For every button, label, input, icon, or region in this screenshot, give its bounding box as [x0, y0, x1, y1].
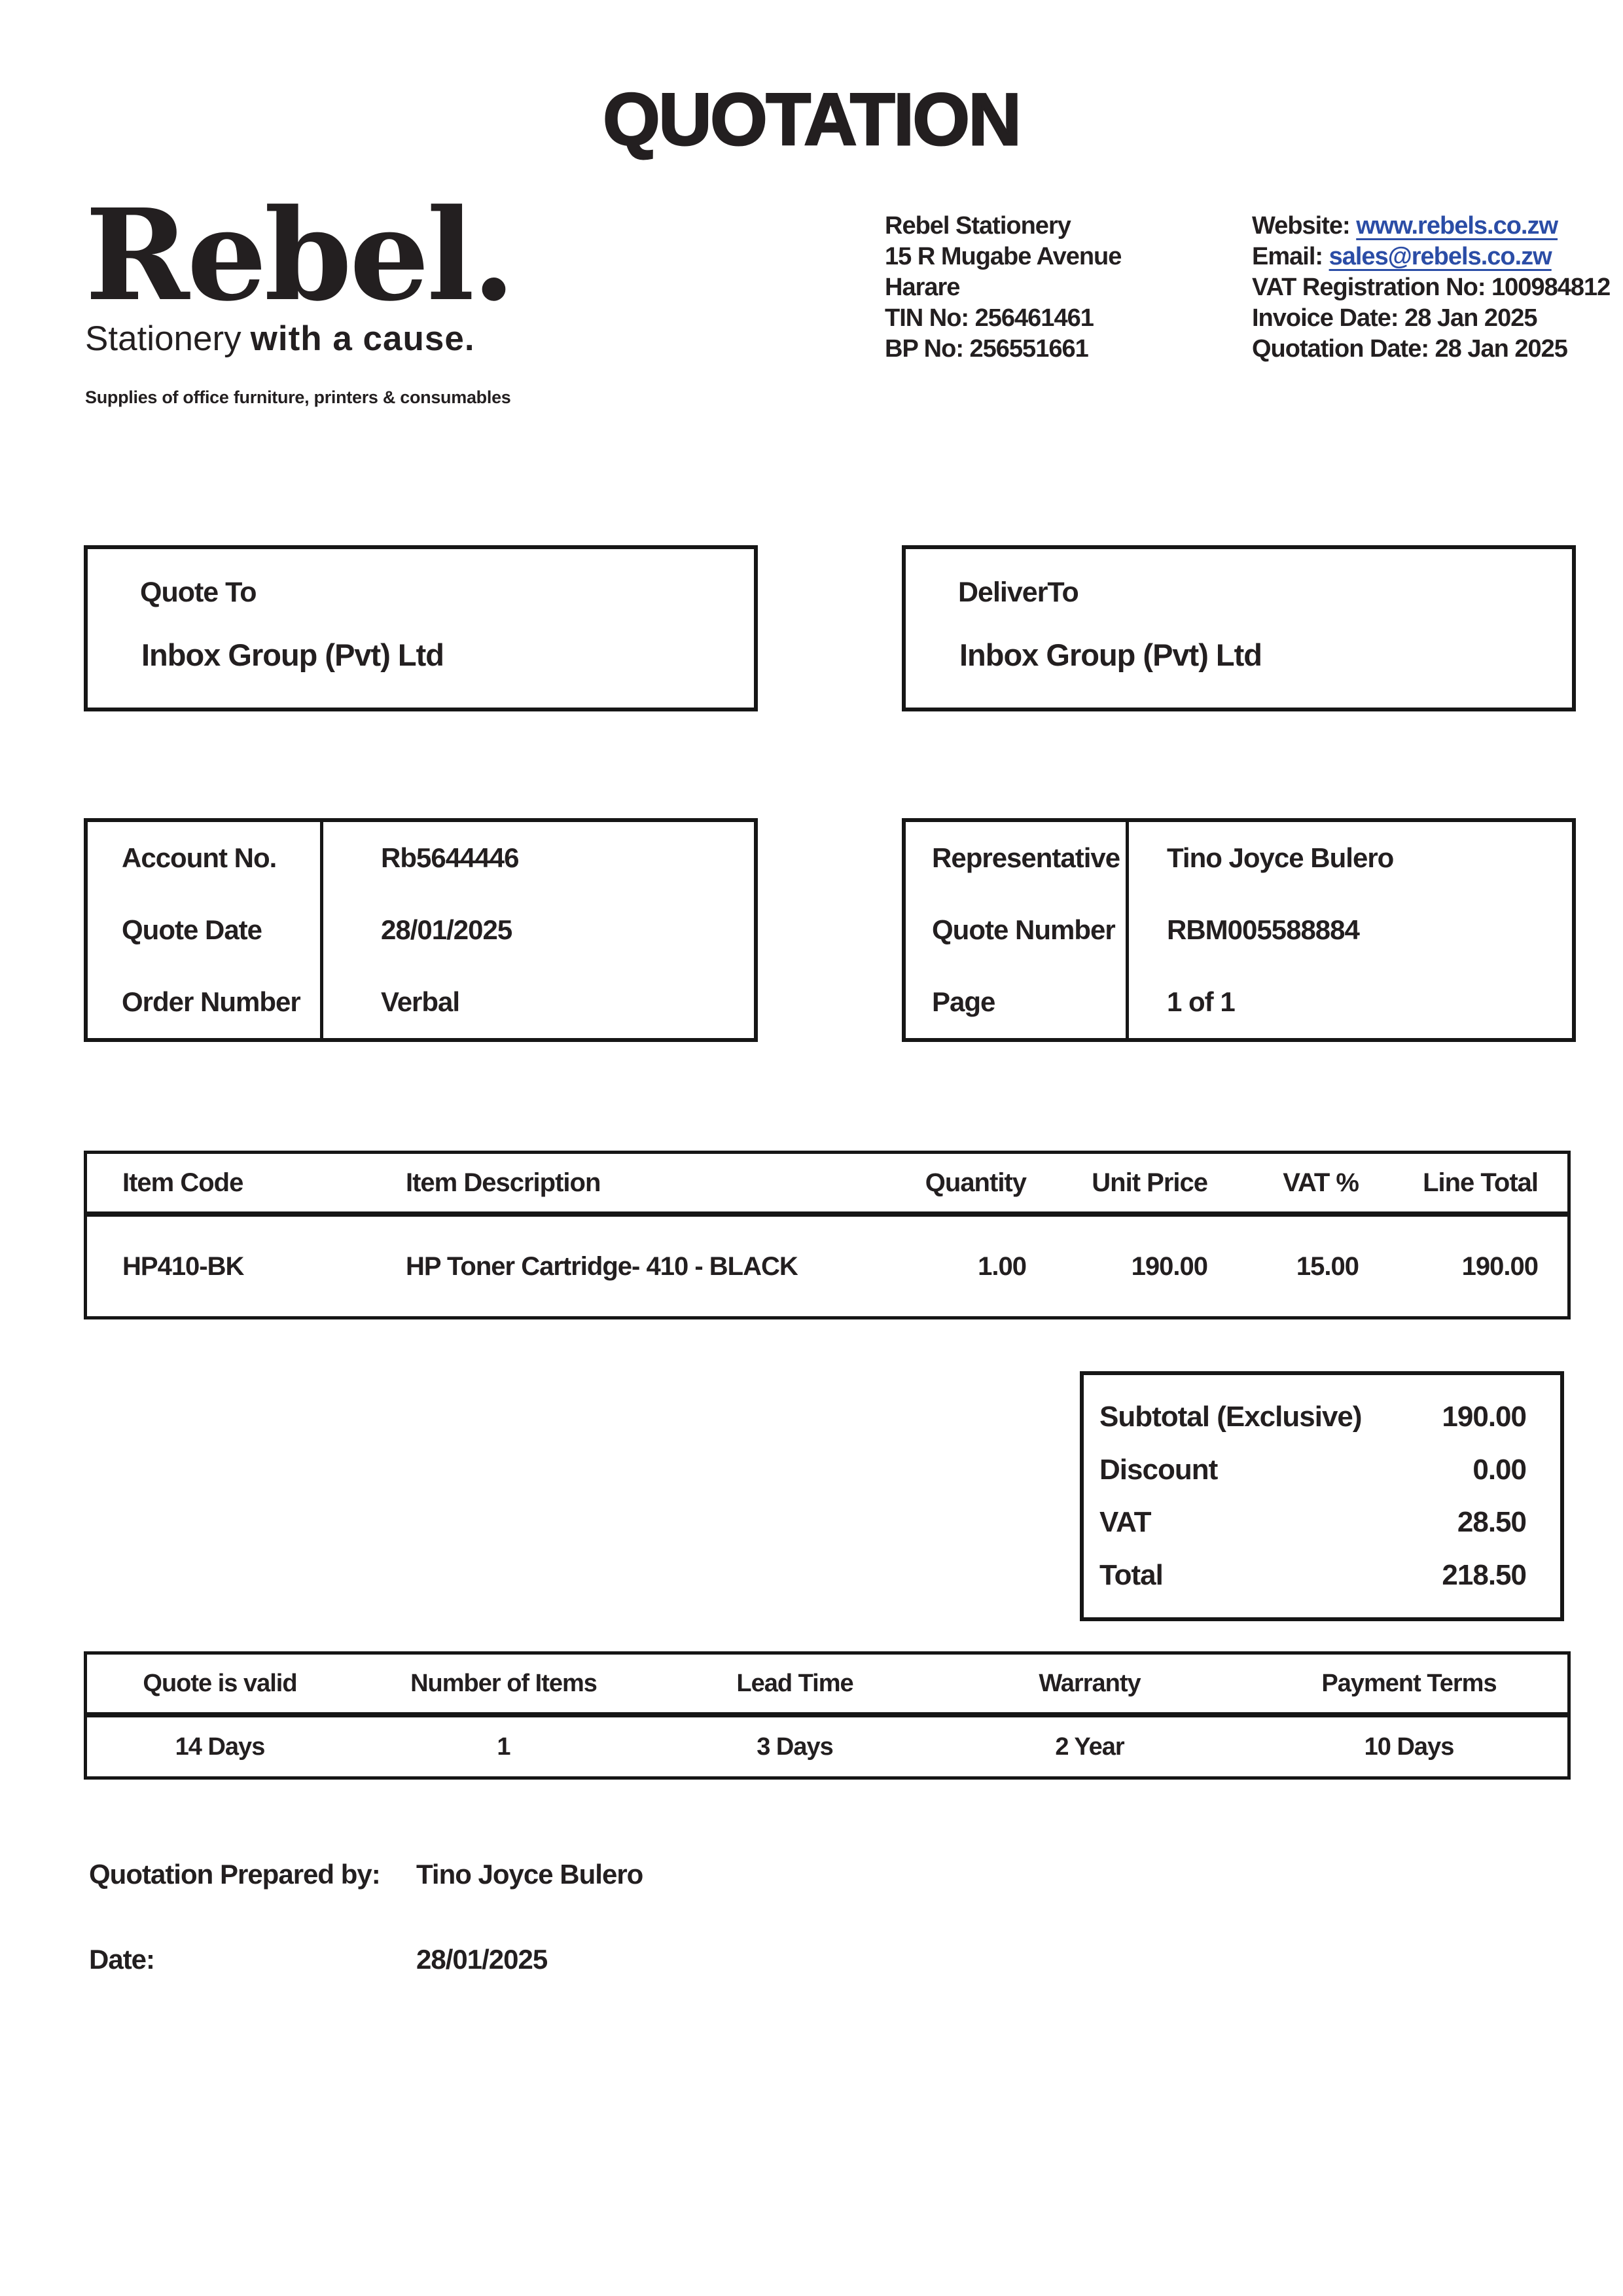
header-line-total: Line Total	[1423, 1168, 1538, 1197]
quote-date-label: Quote Date	[122, 914, 262, 945]
company-address-block	[885, 211, 1121, 365]
account-number-label: Account No.	[122, 842, 277, 873]
order-number-label: Order Number	[122, 986, 300, 1017]
header-number-of-items: Number of Items	[410, 1669, 597, 1697]
header-payment-terms: Payment Terms	[1321, 1669, 1497, 1697]
quote-number-label: Quote Number	[932, 914, 1115, 945]
totals-box	[1080, 1371, 1564, 1621]
subtotal-label: Subtotal (Exclusive)	[1099, 1400, 1362, 1433]
deliver-to-value: Inbox Group (Pvt) Ltd	[959, 637, 1262, 672]
vat-value: 28.50	[1457, 1506, 1526, 1539]
footer-date-row	[89, 1944, 1005, 1975]
account-details-box	[84, 818, 758, 1042]
total-label: Total	[1099, 1559, 1163, 1592]
page-label: Page	[932, 986, 995, 1017]
quote-to-box	[84, 545, 758, 711]
subtotal-row	[1084, 1401, 1560, 1433]
deliver-to-box	[902, 545, 1576, 711]
quotation-date-line: Quotation Date: 28 Jan 2025	[1252, 335, 1567, 363]
email-link[interactable]: sales@rebels.co.zw	[1329, 243, 1552, 270]
quote-to-value: Inbox Group (Pvt) Ltd	[141, 637, 444, 672]
representative-value: Tino Joyce Bulero	[1126, 822, 1572, 894]
quote-number-row	[906, 894, 1572, 966]
company-city: Harare	[885, 274, 960, 301]
deliver-to-label: DeliverTo	[958, 577, 1079, 608]
quote-date-row	[88, 894, 754, 966]
discount-label: Discount	[1099, 1453, 1218, 1486]
logo-subtext: Supplies of office furniture, printers & consumables	[85, 387, 511, 407]
vat-registration-line: VAT Registration No: 100984812	[1252, 274, 1611, 301]
company-logo	[85, 182, 513, 408]
item-quantity: 1.00	[978, 1251, 1026, 1281]
order-number-value: Verbal	[320, 966, 754, 1038]
page-value: 1 of 1	[1126, 966, 1572, 1038]
quote-number-value: RBM005588884	[1126, 894, 1572, 966]
item-code: HP410-BK	[122, 1251, 244, 1281]
items-table-header	[87, 1154, 1567, 1217]
invoice-date-line: Invoice Date: 28 Jan 2025	[1252, 304, 1537, 332]
logo-wordmark: Rebel.	[85, 182, 513, 329]
total-value: 218.50	[1442, 1559, 1526, 1592]
quote-to-label: Quote To	[140, 577, 257, 608]
page-title: QUOTATION	[603, 79, 1020, 160]
vat-label: VAT	[1099, 1506, 1151, 1539]
payment-terms-value: 10 Days	[1364, 1732, 1454, 1761]
subtotal-value: 190.00	[1442, 1400, 1526, 1433]
company-bp: BP No: 256551661	[885, 335, 1088, 363]
email-line	[1252, 242, 1610, 272]
item-description: HP Toner Cartridge- 410 - BLACK	[406, 1251, 798, 1281]
email-label: Email:	[1252, 243, 1323, 270]
terms-table-header	[87, 1655, 1567, 1717]
prepared-by-label: Quotation Prepared by:	[89, 1859, 380, 1890]
account-number-value: Rb5644446	[320, 822, 754, 894]
lead-time-value: 3 Days	[757, 1732, 833, 1761]
logo-tagline-bold: with a cause.	[250, 319, 475, 358]
item-vat-percent: 15.00	[1296, 1251, 1359, 1281]
order-number-row	[88, 966, 754, 1038]
quote-date-value: 28/01/2025	[320, 894, 754, 966]
terms-table-values	[87, 1717, 1567, 1776]
footer-date-label: Date:	[89, 1944, 155, 1975]
header-unit-price: Unit Price	[1092, 1168, 1207, 1197]
representative-row	[906, 822, 1572, 894]
representative-details-box	[902, 818, 1576, 1042]
item-row	[87, 1217, 1567, 1316]
header-vat-percent: VAT %	[1283, 1168, 1359, 1197]
quote-valid-value: 14 Days	[175, 1732, 265, 1761]
company-street: 15 R Mugabe Avenue	[885, 243, 1122, 270]
logo-tagline-light: Stationery	[85, 319, 241, 358]
header-warranty: Warranty	[1039, 1669, 1141, 1697]
item-line-total: 190.00	[1461, 1251, 1538, 1281]
company-tin: TIN No: 256461461	[885, 304, 1094, 332]
header-lead-time: Lead Time	[736, 1669, 853, 1697]
header-item-code: Item Code	[122, 1168, 243, 1197]
website-line	[1252, 211, 1610, 242]
vat-row	[1084, 1506, 1560, 1539]
prepared-by-value: Tino Joyce Bulero	[416, 1859, 643, 1890]
total-row	[1084, 1559, 1560, 1592]
page-row	[906, 966, 1572, 1038]
items-table	[84, 1151, 1571, 1319]
header-quantity: Quantity	[925, 1168, 1026, 1197]
terms-table	[84, 1651, 1571, 1780]
representative-label: Representative	[932, 842, 1120, 873]
discount-row	[1084, 1454, 1560, 1486]
discount-value: 0.00	[1472, 1453, 1526, 1486]
header-item-description: Item Description	[406, 1168, 601, 1197]
footer-date-value: 28/01/2025	[416, 1944, 548, 1975]
number-of-items-value: 1	[497, 1732, 510, 1761]
website-label: Website:	[1252, 212, 1350, 240]
header-quote-valid: Quote is valid	[143, 1669, 297, 1697]
website-link[interactable]: www.rebels.co.zw	[1356, 212, 1558, 240]
prepared-by-row	[89, 1859, 1005, 1890]
warranty-value: 2 Year	[1055, 1732, 1124, 1761]
contact-block	[1252, 211, 1610, 365]
company-name: Rebel Stationery	[885, 212, 1071, 240]
item-unit-price: 190.00	[1131, 1251, 1207, 1281]
logo-tagline	[85, 321, 513, 357]
account-number-row	[88, 822, 754, 894]
